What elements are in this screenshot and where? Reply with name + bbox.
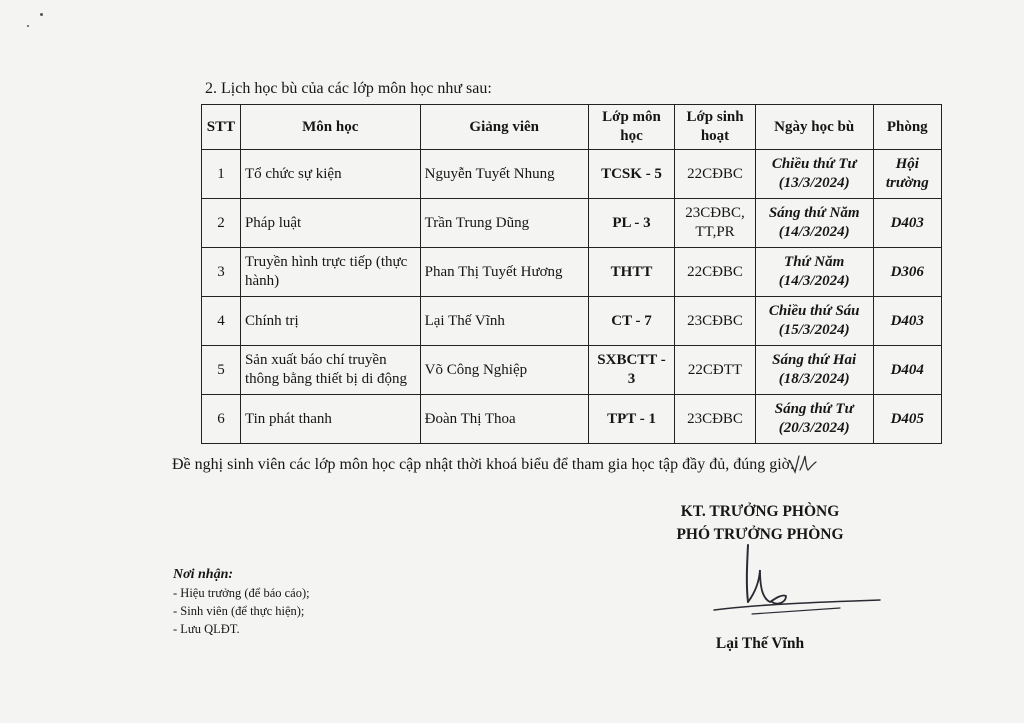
row-date-day: Thứ Năm <box>784 254 845 270</box>
row-room: Hội trường <box>873 150 941 199</box>
row-date <box>755 199 873 248</box>
row-lecturer: Lại Thế Vĩnh <box>420 297 588 346</box>
scan-speck <box>27 25 29 27</box>
table-row <box>202 199 942 248</box>
row-stt: 3 <box>202 248 241 297</box>
row-home-class: 23CĐBC, TT,PR <box>675 199 756 248</box>
table-row <box>202 248 942 297</box>
recipients-block <box>173 566 310 638</box>
row-subject: Sản xuất báo chí truyền thông bằng thiết bị di động <box>240 346 420 395</box>
row-date-day: Chiều thứ Sáu <box>768 303 860 319</box>
table-row <box>202 346 942 395</box>
row-subject: Tin phát thanh <box>240 395 420 444</box>
row-home-class: 22CĐBC <box>675 150 756 199</box>
recipients-heading: Nơi nhận: <box>173 567 234 582</box>
header-stt: STT <box>202 105 241 150</box>
row-room: D404 <box>873 346 941 395</box>
recipient-item: - Hiệu trưởng (để báo cáo); <box>173 586 310 600</box>
row-room: D403 <box>873 199 941 248</box>
signature-title-line1: KT. TRƯỞNG PHÒNG <box>680 503 840 520</box>
header-room: Phòng <box>873 105 941 150</box>
row-date-value: (15/3/2024) <box>778 322 850 338</box>
row-lecturer: Đoàn Thị Thoa <box>420 395 588 444</box>
row-date-day: Sáng thứ Năm <box>768 205 860 221</box>
header-class-code-line1: Lớp môn <box>602 109 661 125</box>
table-row <box>202 395 942 444</box>
row-lecturer: Trần Trung Dũng <box>420 199 588 248</box>
row-lecturer: Võ Công Nghiệp <box>420 346 588 395</box>
row-date-value: (13/3/2024) <box>778 175 850 191</box>
row-home-class: 23CĐBC <box>675 395 756 444</box>
row-room: D403 <box>873 297 941 346</box>
row-date-value: (14/3/2024) <box>778 273 850 289</box>
row-subject: Pháp luật <box>240 199 420 248</box>
signature-title-line2: PHÓ TRƯỞNG PHÒNG <box>676 526 844 543</box>
row-class-code: THTT <box>588 248 674 297</box>
table-header-row <box>202 105 942 150</box>
header-class-code-line2: học <box>620 128 643 144</box>
header-lecturer: Giảng viên <box>420 105 588 150</box>
row-stt: 2 <box>202 199 241 248</box>
table-row <box>202 150 942 199</box>
header-home-class <box>675 105 756 150</box>
row-home-class: 22CĐBC <box>675 248 756 297</box>
row-class-code: PL - 3 <box>588 199 674 248</box>
recipient-item: - Sinh viên (để thực hiện); <box>173 604 305 618</box>
row-class-code: CT - 7 <box>588 297 674 346</box>
row-subject: Tổ chức sự kiện <box>240 150 420 199</box>
row-date-value: (20/3/2024) <box>778 420 850 436</box>
header-class-code <box>588 105 674 150</box>
row-home-class: 22CĐTT <box>675 346 756 395</box>
recipient-item: - Lưu QLĐT. <box>173 622 240 636</box>
initials-mark <box>788 452 818 476</box>
row-stt: 1 <box>202 150 241 199</box>
row-stt: 5 <box>202 346 241 395</box>
row-date <box>755 248 873 297</box>
header-subject: Môn học <box>240 105 420 150</box>
row-room: D306 <box>873 248 941 297</box>
signer-name: Lại Thế Vĩnh <box>715 635 805 652</box>
row-lecturer: Nguyễn Tuyết Nhung <box>420 150 588 199</box>
table-row <box>202 297 942 346</box>
scan-speck <box>40 13 43 16</box>
row-class-code: SXBCTT - 3 <box>588 346 674 395</box>
row-date <box>755 395 873 444</box>
row-date <box>755 150 873 199</box>
makeup-schedule-table <box>201 104 942 444</box>
row-date-day: Sáng thứ Hai <box>772 352 857 368</box>
header-date: Ngày học bù <box>755 105 873 150</box>
row-class-code: TCSK - 5 <box>588 150 674 199</box>
row-room: D405 <box>873 395 941 444</box>
row-lecturer: Phan Thị Tuyết Hương <box>420 248 588 297</box>
row-date-value: (18/3/2024) <box>778 371 850 387</box>
row-subject: Chính trị <box>240 297 420 346</box>
row-date <box>755 346 873 395</box>
row-date <box>755 297 873 346</box>
row-class-code: TPT - 1 <box>588 395 674 444</box>
handwritten-signature <box>712 540 882 620</box>
instruction-note: Đề nghị sinh viên các lớp môn học cập nhật thời khoá biểu để tham gia học tập đầy đủ, đúng giờ. <box>172 456 795 473</box>
header-home-class-line1: Lớp sinh <box>686 109 744 125</box>
section-title: 2. Lịch học bù của các lớp môn học như sau: <box>205 80 492 97</box>
row-stt: 4 <box>202 297 241 346</box>
row-date-value: (14/3/2024) <box>778 224 850 240</box>
row-subject: Truyền hình trực tiếp (thực hành) <box>240 248 420 297</box>
row-stt: 6 <box>202 395 241 444</box>
row-home-class: 23CĐBC <box>675 297 756 346</box>
row-date-day: Sáng thứ Tư <box>774 401 854 417</box>
row-date-day: Chiều thứ Tư <box>771 156 857 172</box>
header-home-class-line2: hoạt <box>700 128 730 144</box>
